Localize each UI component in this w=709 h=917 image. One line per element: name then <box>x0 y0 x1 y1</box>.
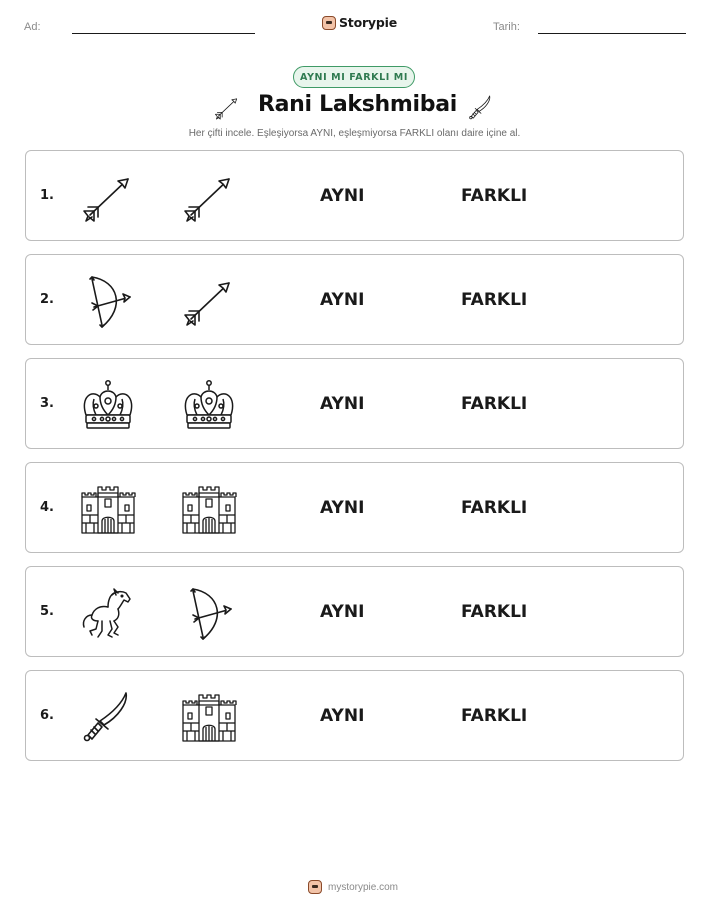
footer <box>308 880 398 894</box>
option-same[interactable]: AYNI <box>320 394 365 414</box>
sword-icon <box>466 94 496 122</box>
bow-icon <box>179 585 239 643</box>
sword-icon <box>78 689 138 747</box>
storypie-logo-icon <box>308 880 322 894</box>
row-number: 1. <box>40 188 54 203</box>
option-different[interactable]: FARKLI <box>461 706 528 726</box>
row-number: 4. <box>40 500 54 515</box>
page-title: Rani Lakshmibai <box>258 92 458 117</box>
horse-icon <box>78 585 138 643</box>
arrow-icon <box>179 273 239 331</box>
exercise-row <box>25 150 684 241</box>
exercise-row <box>25 358 684 449</box>
exercise-row <box>25 566 684 657</box>
option-different[interactable]: FARKLI <box>461 602 528 622</box>
name-line[interactable] <box>72 33 255 34</box>
name-label: Ad: <box>24 21 41 33</box>
footer-url[interactable]: mystorypie.com <box>328 881 399 893</box>
date-line[interactable] <box>538 33 686 34</box>
crown-icon <box>179 377 239 435</box>
arrow-icon <box>179 169 239 227</box>
option-same[interactable]: AYNI <box>320 498 365 518</box>
fort-icon <box>78 481 138 539</box>
option-different[interactable]: FARKLI <box>461 186 528 206</box>
row-number: 2. <box>40 292 54 307</box>
crown-icon <box>78 377 138 435</box>
option-different[interactable]: FARKLI <box>461 498 528 518</box>
exercise-row <box>25 670 684 761</box>
row-number: 6. <box>40 708 54 723</box>
exercise-row <box>25 462 684 553</box>
row-number: 5. <box>40 604 54 619</box>
option-same[interactable]: AYNI <box>320 186 365 206</box>
row-number: 3. <box>40 396 54 411</box>
worksheet-type-badge: AYNI MI FARKLI MI <box>293 66 415 88</box>
instructions: Her çifti incele. Eşleşiyorsa AYNI, eşleşmiyorsa FARKLI olanı daire içine al. <box>188 128 521 139</box>
option-same[interactable]: AYNI <box>320 290 365 310</box>
title-row <box>0 92 709 126</box>
fort-icon <box>179 689 239 747</box>
option-different[interactable]: FARKLI <box>461 394 528 414</box>
brand <box>322 15 397 30</box>
arrow-icon <box>78 169 138 227</box>
storypie-logo-icon <box>322 16 336 30</box>
bow-icon <box>78 273 138 331</box>
exercise-row <box>25 254 684 345</box>
arrow-icon <box>212 94 242 122</box>
brand-name: Storypie <box>339 15 397 30</box>
worksheet-header <box>0 14 709 44</box>
option-different[interactable]: FARKLI <box>461 290 528 310</box>
option-same[interactable]: AYNI <box>320 706 365 726</box>
date-label: Tarih: <box>493 21 520 33</box>
fort-icon <box>179 481 239 539</box>
option-same[interactable]: AYNI <box>320 602 365 622</box>
